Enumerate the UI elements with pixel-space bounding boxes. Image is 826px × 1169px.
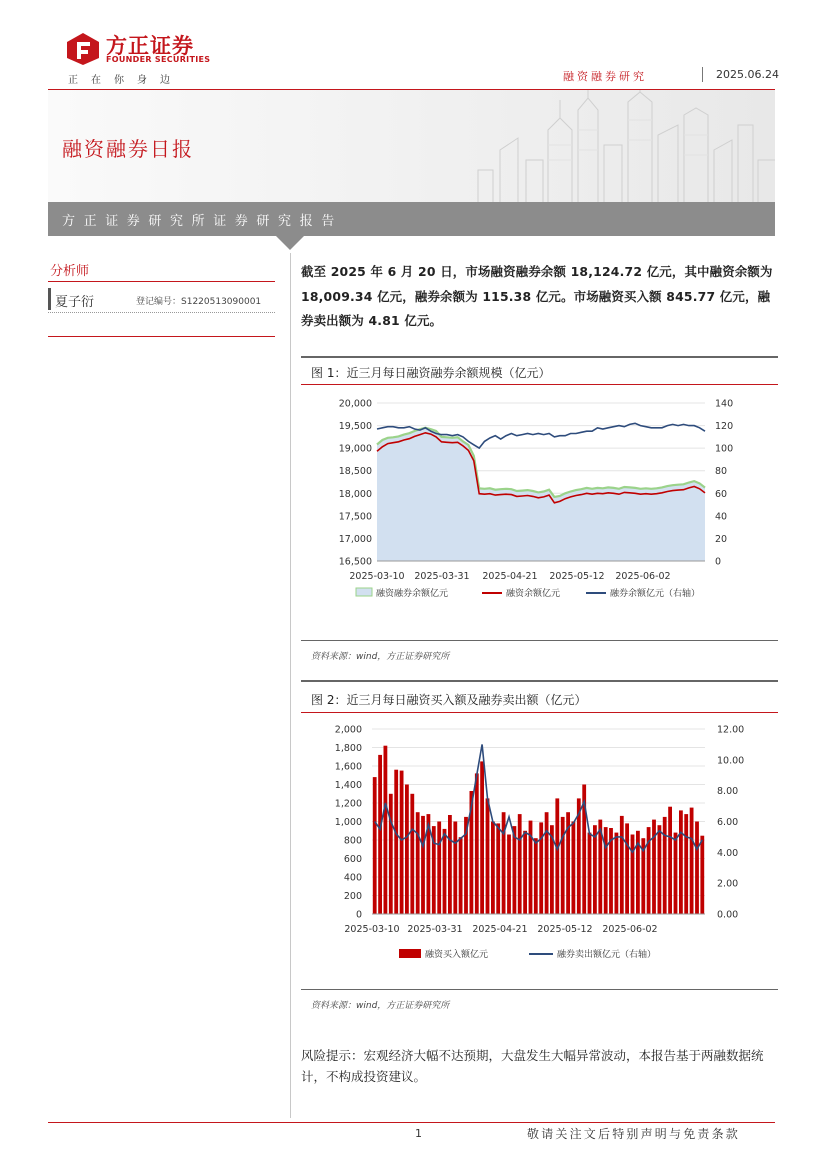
y-right-tick-label: 4.00 [717,847,739,859]
bar-margin-buy [416,812,420,914]
legend-label: 融资买入额亿元 [425,950,489,960]
bar-margin-buy [421,816,425,914]
y-tick-label: 19,000 [338,443,372,455]
brand-name: 方正证券 [106,34,194,58]
y-right-tick-label: 10.00 [717,755,745,767]
y-tick-label: 17,000 [338,533,372,545]
legend-label: 融券卖出额亿元（右轴） [557,950,657,960]
bar-margin-buy [448,815,452,914]
x-tick-label: 2025-05-12 [537,924,593,935]
bar-margin-buy [588,833,592,914]
bar-margin-buy [545,812,549,914]
legend-label: 融资融券余额亿元 [376,589,449,599]
bar-margin-buy [459,837,463,914]
column-divider [290,253,291,1118]
bar-margin-buy [652,820,656,914]
bar-margin-buy [620,816,624,914]
y-right-tick-label: 100 [715,443,734,455]
bar-margin-buy [410,794,414,914]
bar-margin-buy [690,808,694,914]
figure1-top-rule [301,356,778,358]
bar-margin-buy [373,777,377,914]
figure2-title-rule [301,712,778,713]
y-right-tick-label: 60 [715,488,728,500]
figure2-top-rule [301,680,778,682]
bar-margin-buy [384,746,388,914]
x-tick-label: 2025-04-21 [472,924,528,935]
y-tick-label: 1,000 [334,817,362,828]
bar-margin-buy [437,822,441,915]
founder-logo-icon [66,32,100,66]
y-right-tick-label: 0 [715,556,722,568]
bar-margin-buy [453,822,457,915]
bar-margin-buy [695,822,699,915]
bar-margin-buy [491,822,495,915]
y-tick-label: 16,500 [338,556,372,568]
x-tick-label: 2025-03-10 [344,924,400,935]
figure2-bottom-rule [301,989,778,990]
analyst-section-rule [48,336,275,337]
margin-trading-flow-chart [301,716,778,966]
bar-margin-buy [518,814,522,914]
legend-label: 融券余额亿元（右轴） [610,589,701,599]
page-number: 1 [415,1127,422,1140]
y-right-tick-label: 6.00 [717,817,739,828]
bar-margin-buy [389,794,393,914]
y-tick-label: 1,200 [334,798,362,810]
bar-margin-buy [663,817,667,914]
analyst-registration: 登记编号：S1220513090001 [136,297,262,307]
analyst-heading: 分析师 [50,264,90,279]
header-separator [702,67,703,82]
figure2-title: 图 2：近三月每日融资买入额及融券卖出额（亿元） [311,693,587,707]
y-tick-label: 2,000 [334,724,362,736]
y-tick-label: 1,800 [334,743,362,754]
y-tick-label: 17,500 [338,511,372,523]
bar-margin-buy [513,826,517,914]
bar-notch [276,236,304,250]
bar-margin-buy [625,823,629,914]
bar-margin-buy [668,807,672,914]
figure1-bottom-rule [301,640,778,641]
y-tick-label: 20,000 [338,398,372,410]
y-right-tick-label: 120 [715,421,734,433]
y-tick-label: 18,000 [338,488,372,500]
y-right-tick-label: 8.00 [717,786,739,798]
y-right-tick-label: 80 [715,466,728,478]
legend-swatch-bar [399,949,421,958]
bar-margin-buy [679,810,683,914]
bar-margin-buy [405,785,409,915]
footer-rule [48,1122,775,1123]
x-tick-label: 2025-03-10 [349,571,405,582]
brand-english-name: FOUNDER SECURITIES [106,55,211,64]
y-tick-label: 800 [343,835,362,847]
legend-swatch-area [356,588,372,596]
y-tick-label: 1,400 [334,780,362,791]
bar-margin-buy [394,770,398,914]
figure1-source: 资料来源：wind，方正证券研究所 [311,652,450,662]
report-category: 融资融券研究 [563,70,647,83]
bar-margin-buy [572,822,576,915]
x-tick-label: 2025-06-02 [615,571,671,582]
y-tick-label: 200 [343,891,362,902]
report-type-label: 方正证券研究所证券研究报告 [62,214,343,229]
bar-margin-buy [480,761,484,914]
y-tick-label: 1,600 [334,761,362,773]
y-right-tick-label: 0.00 [717,909,739,921]
x-tick-label: 2025-03-31 [407,924,463,935]
x-tick-label: 2025-03-31 [414,571,470,582]
y-right-tick-label: 12.00 [717,724,745,736]
y-tick-label: 18,500 [338,466,372,478]
bar-margin-buy [631,835,635,915]
bar-margin-buy [593,825,597,914]
bar-margin-buy [443,829,447,914]
analyst-divider [48,312,275,313]
bar-margin-buy [555,798,559,914]
report-title: 融资融券日报 [62,137,194,161]
bar-margin-buy [658,825,662,914]
figure1-title: 图 1：近三月每日融资融券余额规模（亿元） [311,366,551,380]
y-tick-label: 600 [343,854,362,865]
x-tick-label: 2025-05-12 [549,571,605,582]
figure2-source: 资料来源：wind，方正证券研究所 [311,1001,450,1011]
report-date: 2025.06.24 [716,68,779,81]
bar-margin-buy [486,798,490,914]
legend-label: 融资余额亿元 [506,589,561,599]
y-right-tick-label: 40 [715,511,728,523]
y-right-tick-label: 2.00 [717,878,739,890]
bar-margin-buy [674,833,678,914]
y-right-tick-label: 20 [715,533,728,545]
analyst-rule [48,281,275,282]
risk-disclosure: 风险提示：宏观经济大幅不达预期，大盘发生大幅异常波动，本报告基于两融数据统计，不构成投资建议。 [301,1048,764,1084]
y-right-tick-label: 140 [715,398,734,410]
bar-margin-buy [684,814,688,914]
bar-margin-buy [496,823,500,914]
bar-margin-buy [378,755,382,914]
bar-margin-buy [523,831,527,914]
margin-balance-chart [301,388,778,610]
x-tick-label: 2025-04-21 [482,571,538,582]
analyst-name: 夏子衍 [55,295,95,310]
x-tick-label: 2025-06-02 [602,924,658,935]
figure1-title-rule [301,384,778,385]
footer-disclaimer: 敬请关注文后特别声明与免责条款 [527,1127,741,1141]
bar-margin-buy [604,827,608,914]
bar-margin-buy [615,833,619,914]
bar-margin-buy [561,817,565,914]
bar-margin-buy [507,835,511,915]
y-tick-label: 0 [355,909,362,921]
bar-margin-buy [534,838,538,914]
analyst-accent-bar [48,288,51,310]
summary-paragraph: 截至 2025 年 6 月 20 日，市场融资融券余额 18,124.72 亿元，其中融资余额为 18,009.34 亿元，融券余额为 115.38 亿元。市场融资买入额 845.77 亿元，融券卖出额为 4.81 亿元。 [301,264,773,328]
bar-margin-buy [475,773,479,914]
brand-slogan: 正在你身边 [68,75,183,86]
y-tick-label: 400 [343,872,362,884]
bar-margin-buy [700,836,704,914]
bar-margin-buy [400,771,404,914]
y-tick-label: 19,500 [338,421,372,433]
